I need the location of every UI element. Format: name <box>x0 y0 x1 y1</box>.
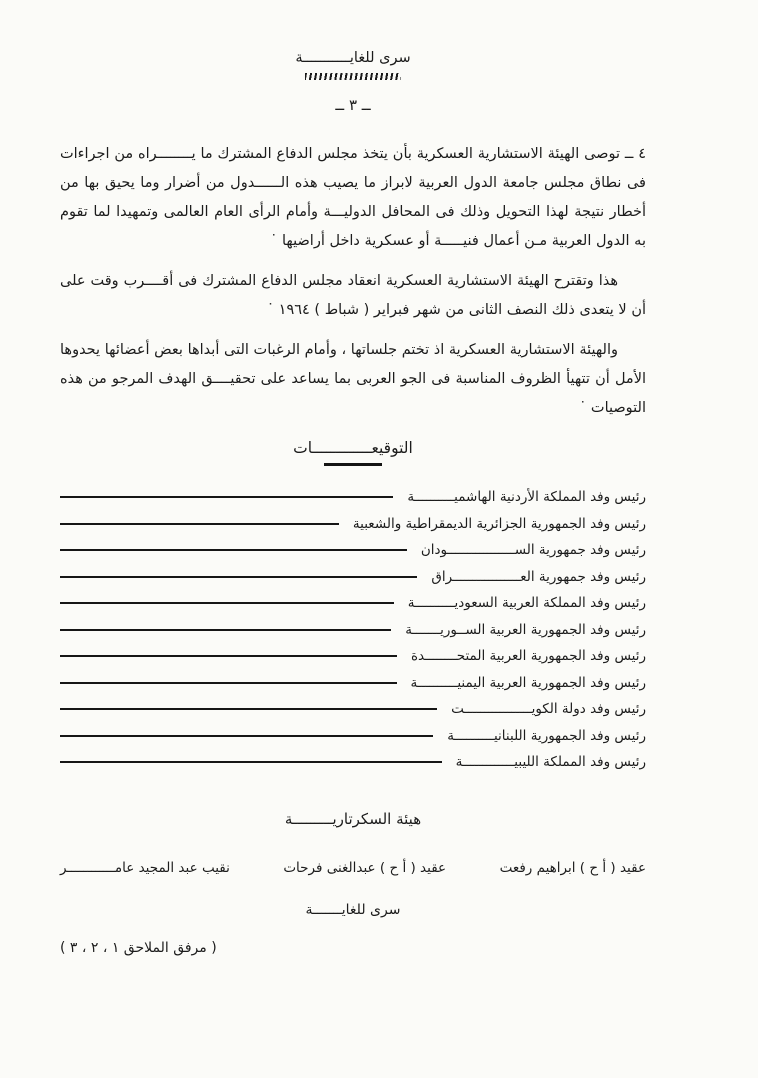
signature-line <box>60 523 339 525</box>
signature-label: رئيس وفد المملكة العربية السعوديــــــــــة <box>407 595 646 612</box>
signatures-section <box>60 439 646 776</box>
attachments-text: ( مرفق الملاحق ١ ، ٢ ، ٣ ) <box>60 939 217 956</box>
signature-line <box>60 708 437 710</box>
page-number: ــ ٣ ــ <box>335 96 371 114</box>
signature-line <box>60 655 397 657</box>
signature-label: رئيس وفد الجمهورية العربية الســوريـــــــة <box>405 621 646 638</box>
signature-row <box>60 511 646 538</box>
paragraph-proposal: هذا وتقترح الهيئة الاستشارية العسكرية انعقاد مجلس الدفاع المشترك فى أقــــرب وقت على أن لا يتعدى ذلك النصف الثانى من شهر فبراير ( شباط ) ١٩٦٤ ˙ <box>60 273 646 318</box>
signature-label: رئيس وفد المملكة الليبيـــــــــــــة <box>455 754 646 771</box>
signature-line <box>60 761 442 763</box>
attachments-note <box>60 940 646 956</box>
signature-row <box>60 670 646 697</box>
classification-header <box>60 50 646 80</box>
secretariat-name: نقيب عبد المجيد عامــــــــــــر <box>60 859 230 876</box>
paragraph-closing: والهيئة الاستشارية العسكرية اذ تختم جلساتها ، وأمام الرغبات التى أبداها بعض أعضائها يحدوها الأمل أن تتهيأ الظروف المناسبة فى الجو العربى بما يساعد على تحقيــــق الهدف المرجو من هذه التوصيات ˙ <box>60 342 646 416</box>
signature-label: رئيس وفد المملكة الأردنية الهاشميــــــــــة <box>407 489 646 506</box>
signature-label: رئيس وفد الجمهورية العربية المتحــــــــدة <box>410 648 646 665</box>
secretariat-names <box>60 860 646 876</box>
signature-line <box>60 629 391 631</box>
classification-footer: سرى للغايـــــــة <box>305 901 401 918</box>
classification-label-top: سرى للغايـــــــــــة <box>295 50 411 66</box>
secretariat-section <box>60 810 646 876</box>
secretariat-name: عقيد ( أ ح ) عبدالغنى فرحات <box>283 859 447 876</box>
signature-label: رئيس وفد جمهورية الســـــــــــــــــودان <box>420 542 646 559</box>
signature-row <box>60 617 646 644</box>
paragraph-4: ٤ ــ توصى الهيئة الاستشارية العسكرية بأن يتخذ مجلس الدفاع المشترك ما يــــــــراه من اجراءات فى نطاق مجلس جامعة الدول العربية لابراز ما يصيب هذه الــــــدول من أضرار وما يحيق بها من أخطار نتيجة لهذا التحويل وذلك فى المحافل الدوليـــة وأمام الرأى العام العالمى وتمهيدا لما تقوم به الدول العربية مـن أعمال فنيـــــة أو عسكرية داخل أراضيها ˙ <box>60 146 646 249</box>
signature-line <box>60 602 394 604</box>
secretariat-title: هيئة السكرتاريـــــــــة <box>284 809 422 828</box>
signatures-title-underline <box>324 463 382 466</box>
document-body <box>60 140 646 423</box>
signature-line <box>60 735 433 737</box>
signatures-title: التوقيعـــــــــــــات <box>293 439 413 457</box>
signature-label: رئيس وفد الجمهورية اللبنانيــــــــــة <box>447 727 646 744</box>
secretariat-name: عقيد ( أ ح ) ابراهيم رفعت <box>499 859 646 876</box>
signature-row <box>60 484 646 511</box>
signature-rows <box>60 484 646 776</box>
signature-line <box>60 549 407 551</box>
signature-row <box>60 564 646 591</box>
signature-line <box>60 682 397 684</box>
signature-row <box>60 643 646 670</box>
signature-line <box>60 576 417 578</box>
signature-row <box>60 590 646 617</box>
signature-line <box>60 496 393 498</box>
hatch-divider <box>305 73 401 80</box>
signature-label: رئيس وفد الجمهورية العربية اليمنيــــــــــة <box>410 674 646 691</box>
signature-row <box>60 723 646 750</box>
signature-row <box>60 537 646 564</box>
signature-row <box>60 749 646 776</box>
signature-row <box>60 696 646 723</box>
signature-label: رئيس وفد دولة الكويـــــــــــــــــت <box>451 701 646 718</box>
signature-label: رئيس وفد الجمهورية الجزائرية الديمقراطية والشعبية <box>352 515 646 532</box>
signature-label: رئيس وفد جمهورية العـــــــــــــــــراق <box>431 568 646 585</box>
